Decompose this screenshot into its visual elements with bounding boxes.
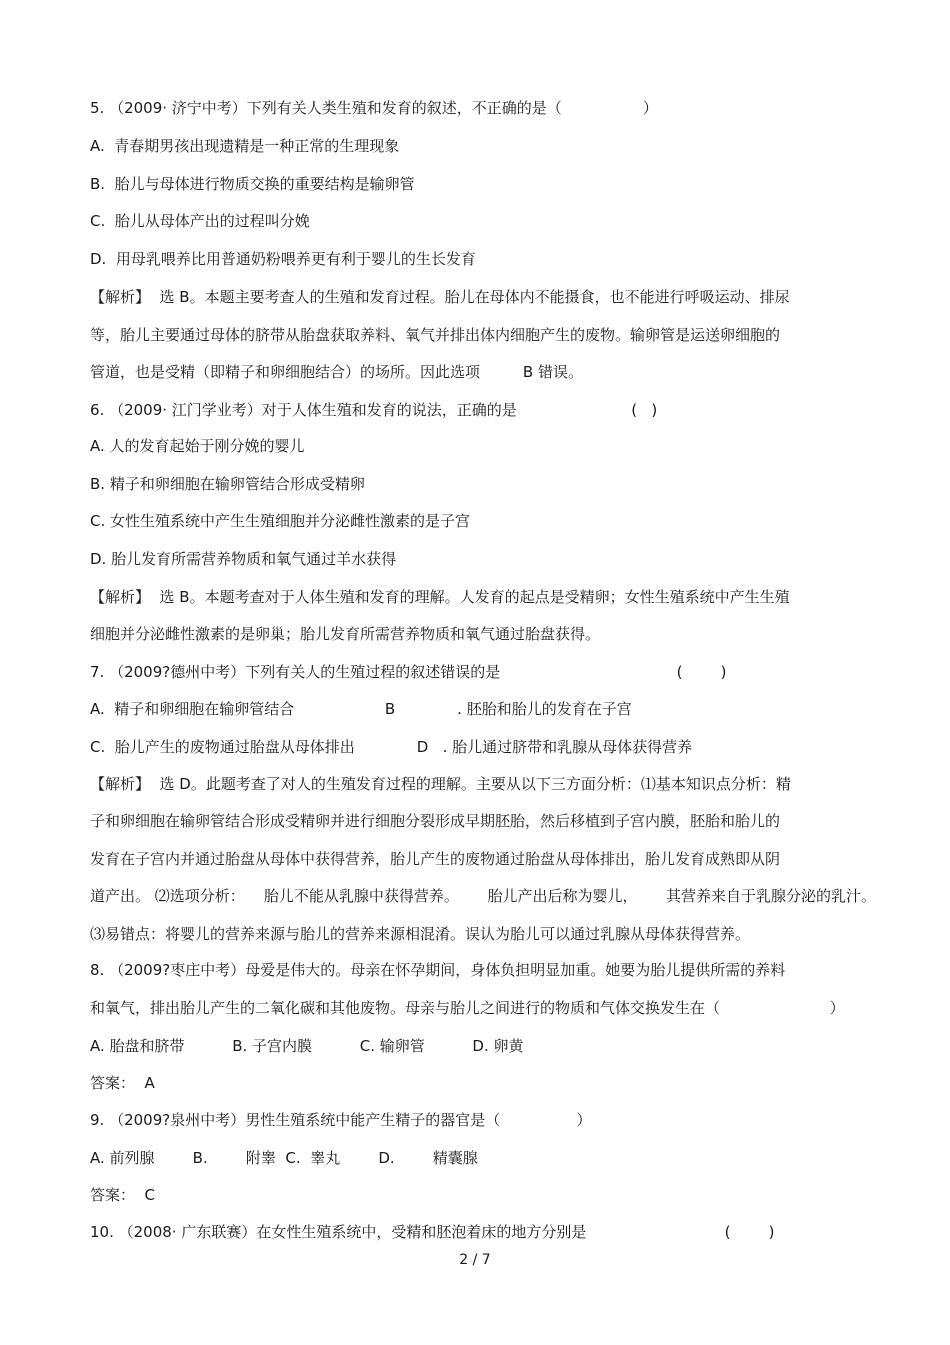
q8-stem-1: 8. （2009?枣庄中考）母爱是伟大的。母亲在怀孕期间，身体负担明显加重。她要为胎儿提供所需的养料 [90,961,786,979]
q7-options-cd: C. 胎儿产生的废物通过胎盘从母体排出 D . 胎儿通过脐带和乳腺从母体获得营养 [90,738,693,756]
q6-option-c: C. 女性生殖系统中产生生殖细胞并分泌雌性激素的是子宫 [90,512,471,530]
q7-analysis-4: 道产出。 ⑵选项分析： 胎儿不能从乳腺中获得营养。 胎儿产出后称为婴儿， 其营养来自于乳腺分泌的乳汁。 [90,887,877,905]
q5-analysis-3: 管道，也是受精（即精子和卵细胞结合）的场所。因此选项 B 错误。 [90,363,583,381]
q9-stem: 9. （2009?泉州中考）男性生殖系统中能产生精子的器官是（ ） [90,1111,592,1129]
q6-analysis-1: 【解析】 选 B。本题考查对于人体生殖和发育的理解。人发育的起点是受精卵；女性生殖系统中产生生殖 [90,588,790,606]
q7-analysis-1: 【解析】 选 D。此题考查了对人的生殖发育过程的理解。主要从以下三方面分析：⑴基本知识点分析：精 [90,775,791,793]
q5-analysis-1: 【解析】 选 B。本题主要考查人的生殖和发育过程。胎儿在母体内不能摄食，也不能进行呼吸运动、排尿 [90,288,790,306]
q5-option-c: C. 胎儿从母体产出的过程叫分娩 [90,212,310,230]
q7-analysis-3: 发育在子宫内并通过胎盘从母体中获得营养，胎儿产生的废物通过胎盘从母体排出，胎儿发育成熟即从阴 [90,850,781,868]
q5-stem: 5. （2009· 济宁中考）下列有关人类生殖和发育的叙述，不正确的是（ ） [90,99,658,117]
q9-answer: 答案： C [90,1186,156,1204]
q9-options: A. 前列腺 B. 附睾 C. 睾丸 D. 精囊腺 [90,1149,478,1167]
q6-stem: 6. （2009· 江门学业考）对于人体生殖和发育的说法，正确的是 ( ) [90,401,658,419]
q5-option-b: B. 胎儿与母体进行物质交换的重要结构是输卵管 [90,175,415,193]
page-number: 2 / 7 [459,1252,491,1268]
q6-option-a: A. 人的发育起始于刚分娩的婴儿 [90,437,305,455]
q6-option-d: D. 胎儿发育所需营养物质和氧气通过羊水获得 [90,550,397,568]
q6-analysis-2: 细胞并分泌雌性激素的是卵巢；胎儿发育所需营养物质和氧气通过胎盘获得。 [90,625,601,643]
q8-answer: 答案： A [90,1074,155,1092]
q5-analysis-2: 等，胎儿主要通过母体的脐带从胎盘获取养料、氧气并排出体内细胞产生的废物。输卵管是运送卵细胞的 [90,326,781,344]
q7-analysis-2: 子和卵细胞在输卵管结合形成受精卵并进行细胞分裂形成早期胚胎，然后移植到子宫内膜，胚胎和胎儿的 [90,812,781,830]
q6-option-b: B. 精子和卵细胞在输卵管结合形成受精卵 [90,475,365,493]
q8-options: A. 胎盘和脐带 B. 子宫内膜 C. 输卵管 D. 卵黄 [90,1037,524,1055]
q5-option-d: D. 用母乳喂养比用普通奶粉喂养更有利于婴儿的生长发育 [90,250,476,268]
q7-stem: 7. （2009?德州中考）下列有关人的生殖过程的叙述错误的是 ( ) [90,663,727,681]
q10-stem: 10. （2008· 广东联赛）在女性生殖系统中，受精和胚泡着床的地方分别是 ( ) [90,1223,775,1241]
q7-options-ab: A. 精子和卵细胞在输卵管结合 B . 胚胎和胎儿的发育在子宫 [90,700,632,718]
q7-analysis-5: ⑶易错点：将婴儿的营养来源与胎儿的营养来源相混淆。误认为胎儿可以通过乳腺从母体获得营养。 [90,925,751,943]
q8-stem-2: 和氧气，排出胎儿产生的二氧化碳和其他废物。母亲与胎儿之间进行的物质和气体交换发生在（ ） [90,999,845,1017]
q5-option-a: A. 青春期男孩出现遗精是一种正常的生理现象 [90,137,400,155]
